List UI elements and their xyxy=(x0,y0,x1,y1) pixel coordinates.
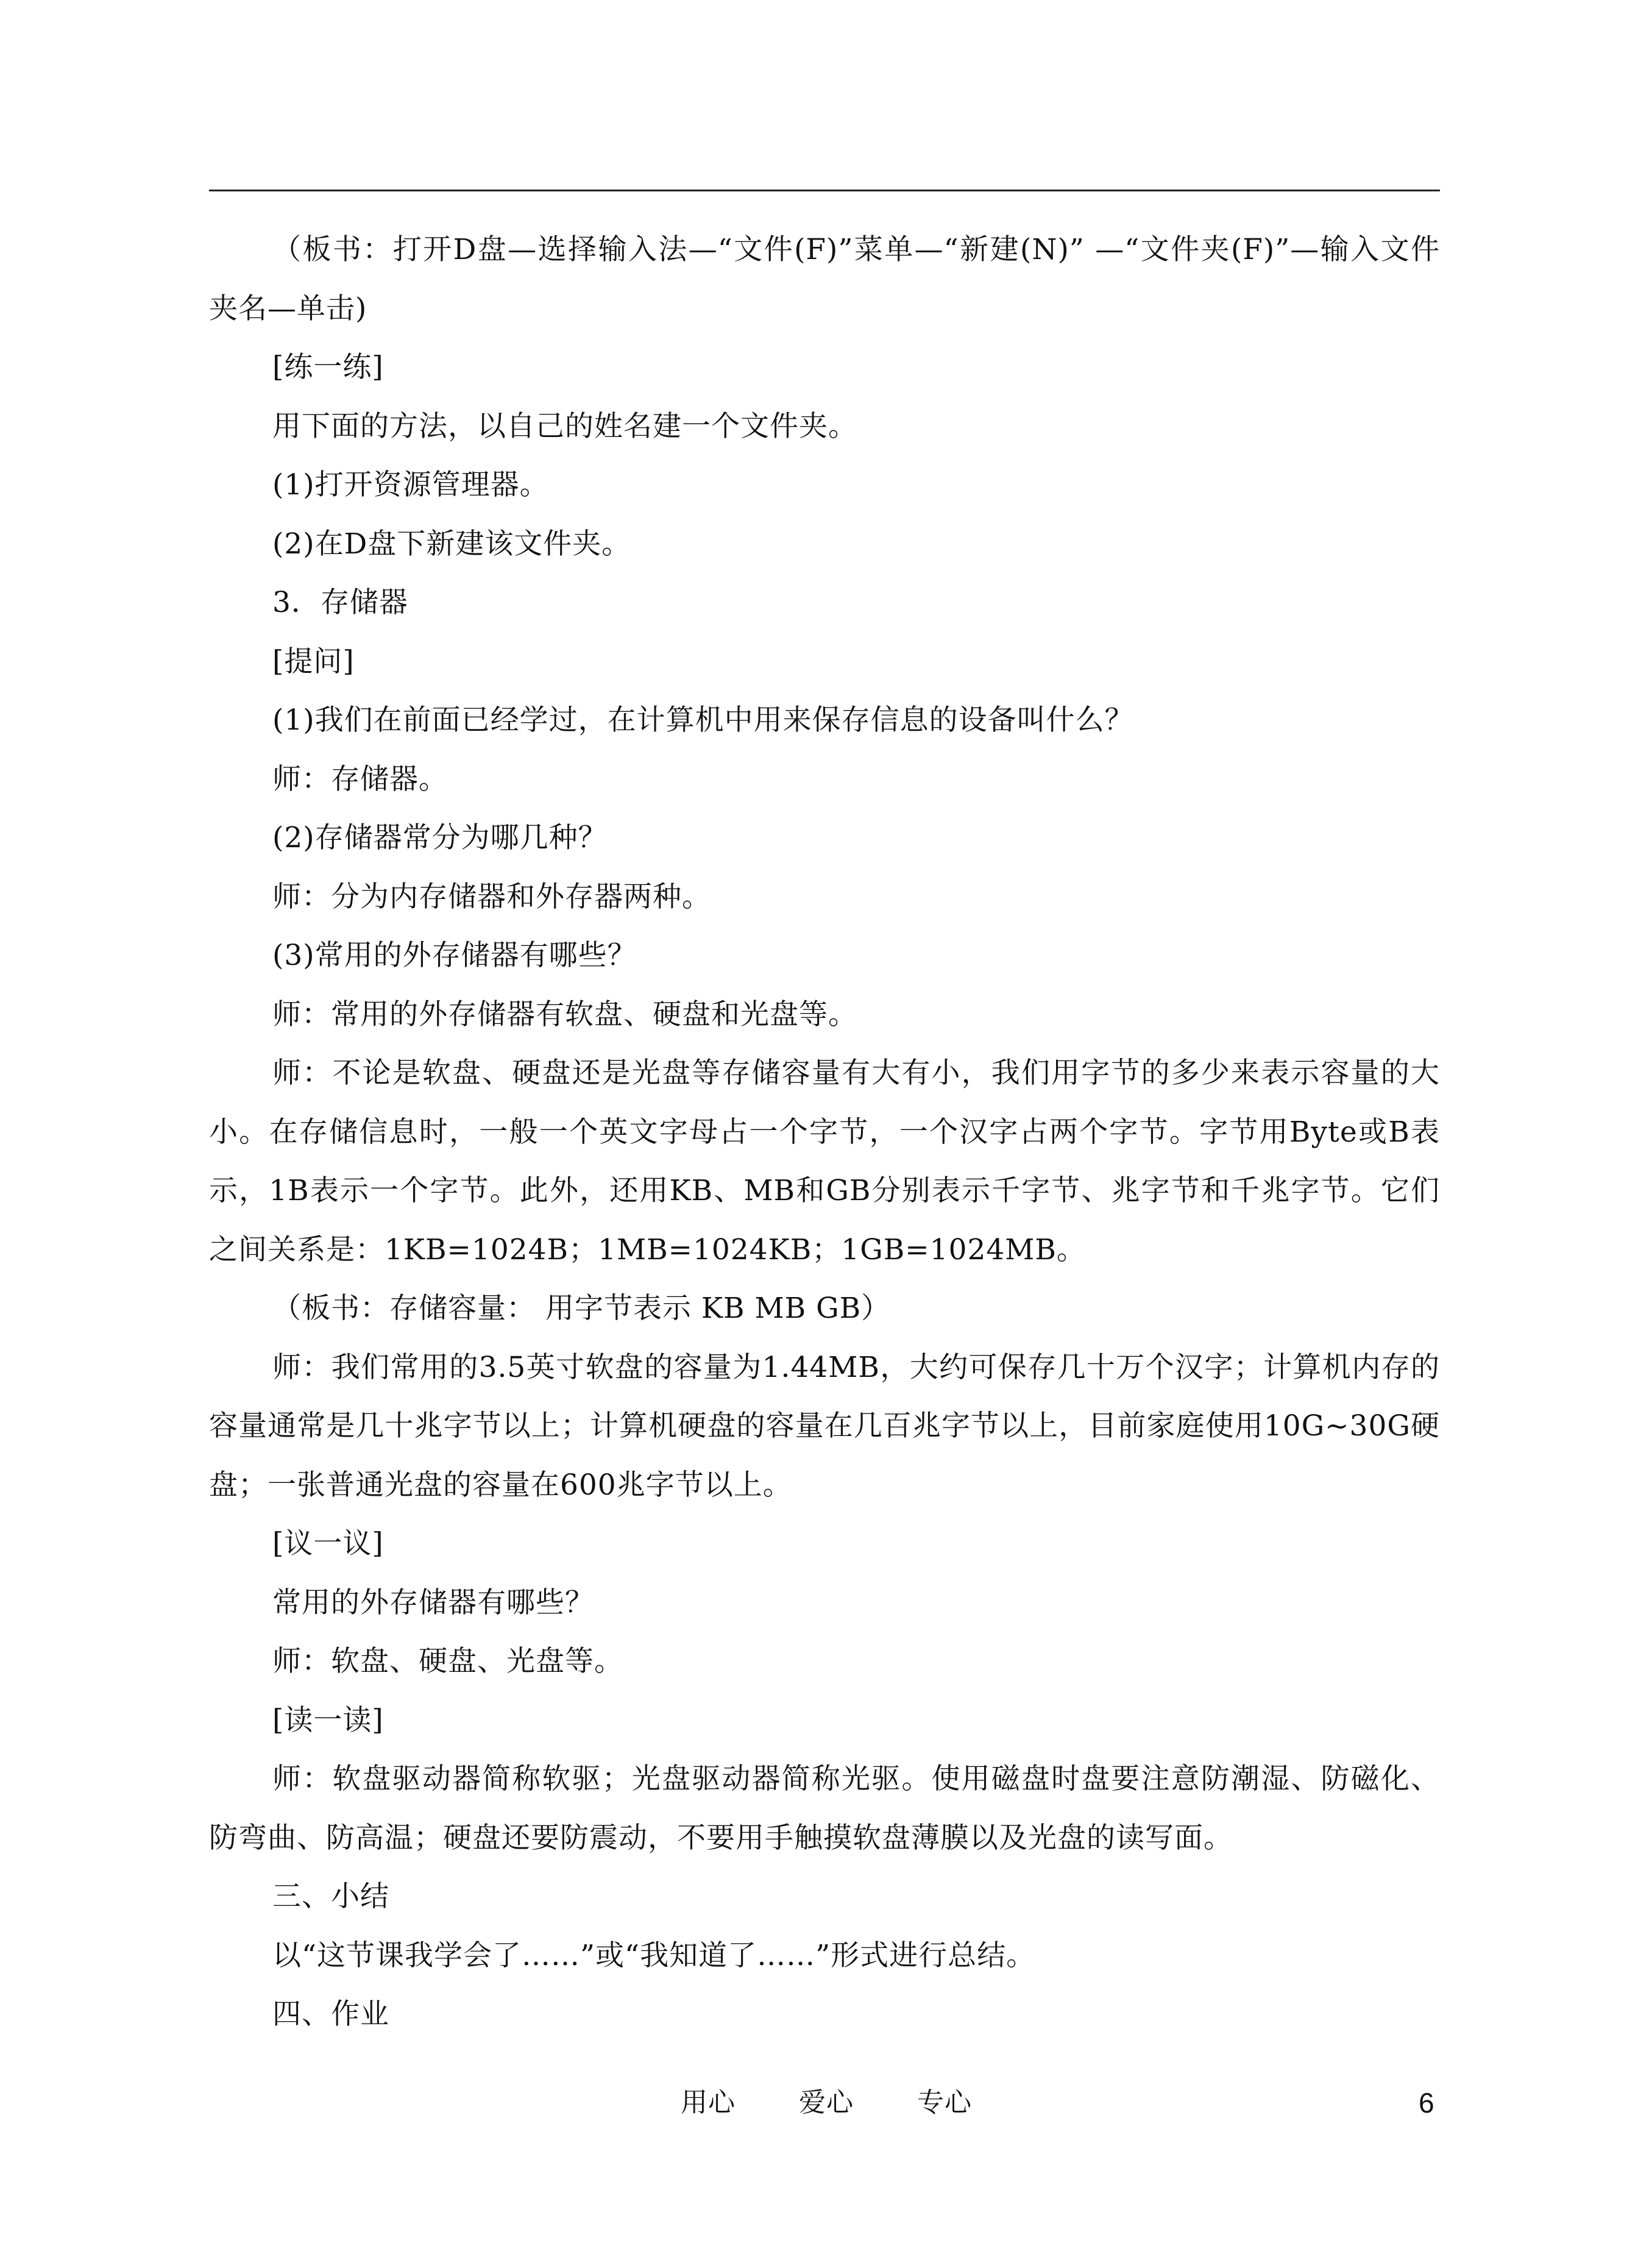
list-item-new-folder-d-drive: (2)在D盘下新建该文件夹。 xyxy=(272,527,631,561)
paragraph-board-note-capacity: （板书：存储容量： 用字节表示 KB MB GB） xyxy=(272,1292,891,1325)
discuss-answer: 师：软盘、硬盘、光盘等。 xyxy=(272,1644,623,1678)
list-item-open-explorer: (1)打开资源管理器。 xyxy=(272,468,549,502)
heading-practice: [练一练] xyxy=(272,350,384,384)
heading-discuss: [议一议] xyxy=(272,1527,384,1560)
question-2: (2)存储器常分为哪几种？ xyxy=(272,821,608,855)
paragraph-practice-instruction: 用下面的方法，以自己的姓名建一个文件夹。 xyxy=(272,409,857,443)
section-heading-summary: 三、小结 xyxy=(272,1880,389,1913)
answer-2: 师：分为内存储器和外存器两种。 xyxy=(272,880,711,914)
footer-motto-word: 爱心 xyxy=(799,2087,854,2118)
page-body xyxy=(209,221,1440,2044)
page-footer xyxy=(0,2078,1638,2127)
answer-1: 师：存储器。 xyxy=(272,762,448,796)
heading-question: [提问] xyxy=(272,644,355,678)
page-number: 6 xyxy=(1419,2087,1434,2119)
header-rule xyxy=(209,190,1440,191)
section-heading-storage: 3．存储器 xyxy=(272,586,408,619)
paragraph-storage-capacity: 师：不论是软盘、硬盘还是光盘等存储容量有大有小，我们用字节的多少来表示容量的大小。在存储信息时，一般一个英文字母占一个字节，一个汉字占两个字节。字节用Byte或B表示，1B表示一个字节。此外，还用KB、MB和GB分别表示千字节、兆字节和千兆字节。它们之间关系是：1KB=1024B；1MB=1024KB；1GB=1024MB。 xyxy=(209,1056,1440,1267)
paragraph-board-note-create-folder: （板书：打开D盘—选择输入法—“文件(F)”菜单—“新建(N)” —“文件夹(F)”—输入文件夹名—单击) xyxy=(209,233,1440,325)
paragraph-summary: 以“这节课我学会了……”或“我知道了……”形式进行总结。 xyxy=(272,1938,1036,1972)
question-3: (3)常用的外存储器有哪些？ xyxy=(272,939,637,972)
footer-motto-word: 专心 xyxy=(917,2087,972,2118)
section-heading-homework: 四、作业 xyxy=(272,1997,389,2031)
answer-3: 师：常用的外存储器有软盘、硬盘和光盘等。 xyxy=(272,997,857,1031)
footer-motto xyxy=(681,2078,972,2127)
paragraph-drive-care: 师：软盘驱动器简称软驱；光盘驱动器简称光驱。使用磁盘时盘要注意防潮湿、防磁化、防弯曲、防高温；硬盘还要防震动，不要用手触摸软盘薄膜以及光盘的读写面。 xyxy=(209,1762,1440,1855)
heading-read: [读一读] xyxy=(272,1703,384,1737)
discuss-question: 常用的外存储器有哪些？ xyxy=(272,1585,594,1619)
paragraph-capacity-examples: 师：我们常用的3.5英寸软盘的容量为1.44MB，大约可保存几十万个汉字；计算机内存的容量通常是几十兆字节以上；计算机硬盘的容量在几百兆字节以上，目前家庭使用10G~30G硬盘；一张普通光盘的容量在600兆字节以上。 xyxy=(209,1350,1440,1502)
question-1: (1)我们在前面已经学过，在计算机中用来保存信息的设备叫什么？ xyxy=(272,703,1134,737)
footer-motto-word: 用心 xyxy=(681,2087,736,2118)
